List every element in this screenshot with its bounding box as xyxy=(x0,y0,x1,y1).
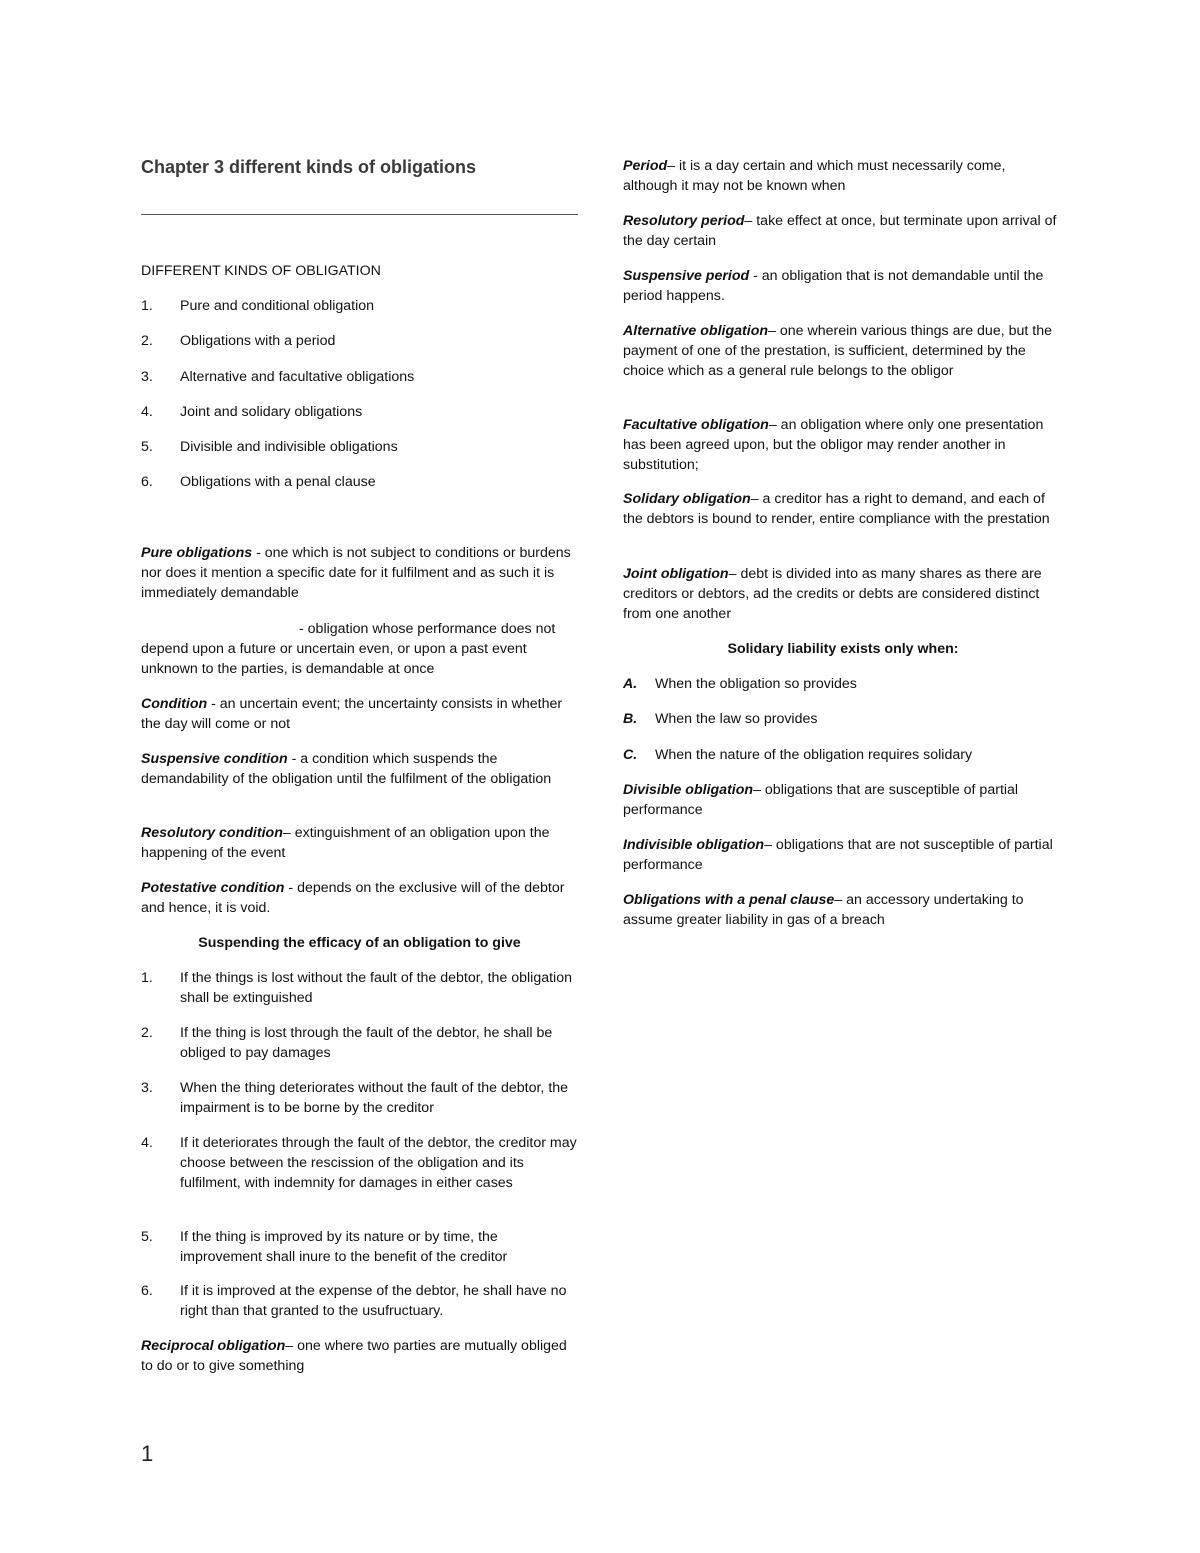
kinds-item: 5. Divisible and indivisible obligations xyxy=(141,439,398,455)
suspending-heading: Suspending the efficacy of an obligation to give xyxy=(198,935,521,951)
definition-period: Period– it is a day certain and which must necessarily come, although it may not be known when xyxy=(623,158,1006,194)
solidary-item: B. When the law so provides xyxy=(623,711,818,727)
kinds-heading: DIFFERENT KINDS OF OBLIGATION xyxy=(141,263,381,279)
definition-alternative: Alternative obligation– one wherein various things are due, but the payment of one of the prestation, is sufficient, determined by the choice which as a general rule belongs to the obligor xyxy=(623,323,1052,379)
definition-potestative-condition: Potestative condition - depends on the exclusive will of the debtor and hence, it is void. xyxy=(141,880,565,916)
definition-reciprocal: Reciprocal obligation– one where two parties are mutually obliged to do or to give something xyxy=(141,1338,567,1374)
definition-divisible: Divisible obligation– obligations that are susceptible of partial performance xyxy=(623,782,1019,818)
definition-penal-clause: Obligations with a penal clause– an accessory undertaking to assume greater liability in gas of a breach xyxy=(623,892,1024,928)
suspending-item: 1. If the things is lost without the fault of the debtor, the obligation shall be extinguished xyxy=(141,970,572,1006)
definition-condition: Condition - an uncertain event; the uncertainty consists in whether the day will come or not xyxy=(141,696,563,732)
definition-suspensive-condition: Suspensive condition - a condition which suspends the demandability of the obligation until the fulfilment of the obligation xyxy=(141,751,552,787)
definition-solidary: Solidary obligation– a creditor has a right to demand, and each of the debtors is bound to render, entire compliance with the prestation xyxy=(623,491,1050,527)
kinds-item: 2. Obligations with a period xyxy=(141,333,336,349)
kinds-item: 3. Alternative and facultative obligations xyxy=(141,369,415,385)
suspending-item: 2. If the thing is lost through the fault of the debtor, he shall be obliged to pay damages xyxy=(141,1025,553,1061)
definition-pure: Pure obligations - one which is not subject to conditions or burdens nor does it mention a specific date for it fulfilment and as such it is immediately demandable xyxy=(141,545,571,601)
solidary-heading: Solidary liability exists only when: xyxy=(727,641,959,657)
definition-facultative: Facultative obligation– an obligation where only one presentation has been agreed upon, but the obligor may render another in substitution; xyxy=(623,417,1044,473)
page-number: 1 xyxy=(141,1441,154,1466)
solidary-item: C. When the nature of the obligation requires solidary xyxy=(623,747,973,763)
solidary-item: A. When the obligation so provides xyxy=(623,676,857,692)
definition-resolutory-condition: Resolutory condition– extinguishment of an obligation upon the happening of the event xyxy=(141,825,550,861)
title-divider xyxy=(141,214,578,215)
definition-indivisible: Indivisible obligation– obligations that are not susceptible of partial performance xyxy=(623,837,1053,873)
definition-joint: Joint obligation– debt is divided into as many shares as there are creditors or debtors, ad the credits or debts are considered distinct from one another xyxy=(623,566,1042,622)
suspending-item: 3. When the thing deteriorates without the fault of the debtor, the impairment is to be borne by the creditor xyxy=(141,1080,569,1116)
page-title: Chapter 3 different kinds of obligations xyxy=(141,157,477,177)
suspending-item: 5. If the thing is improved by its nature or by time, the improvement shall inure to the benefit of the creditor xyxy=(141,1229,508,1265)
definition-suspensive-period: Suspensive period - an obligation that is not demandable until the period happens. xyxy=(623,268,1044,304)
kinds-item: 4. Joint and solidary obligations xyxy=(141,404,363,420)
kinds-item: 6. Obligations with a penal clause xyxy=(141,474,376,490)
definition-resolutory-period: Resolutory period– take effect at once, but terminate upon arrival of the day certain xyxy=(623,213,1057,249)
definition-pure-continued: - obligation whose performance does not depend upon a future or uncertain even, or upon a past event unknown to the parties, is demandable at once xyxy=(141,621,556,677)
suspending-item: 4. If it deteriorates through the fault of the debtor, the creditor may choose between the rescission of the obligation and its fulfilment, with indemnity for damages in either cases xyxy=(141,1135,577,1191)
kinds-item: 1. Pure and conditional obligation xyxy=(141,298,375,314)
suspending-item: 6. If it is improved at the expense of the debtor, he shall have no right than that granted to the usufructuary. xyxy=(141,1283,567,1319)
